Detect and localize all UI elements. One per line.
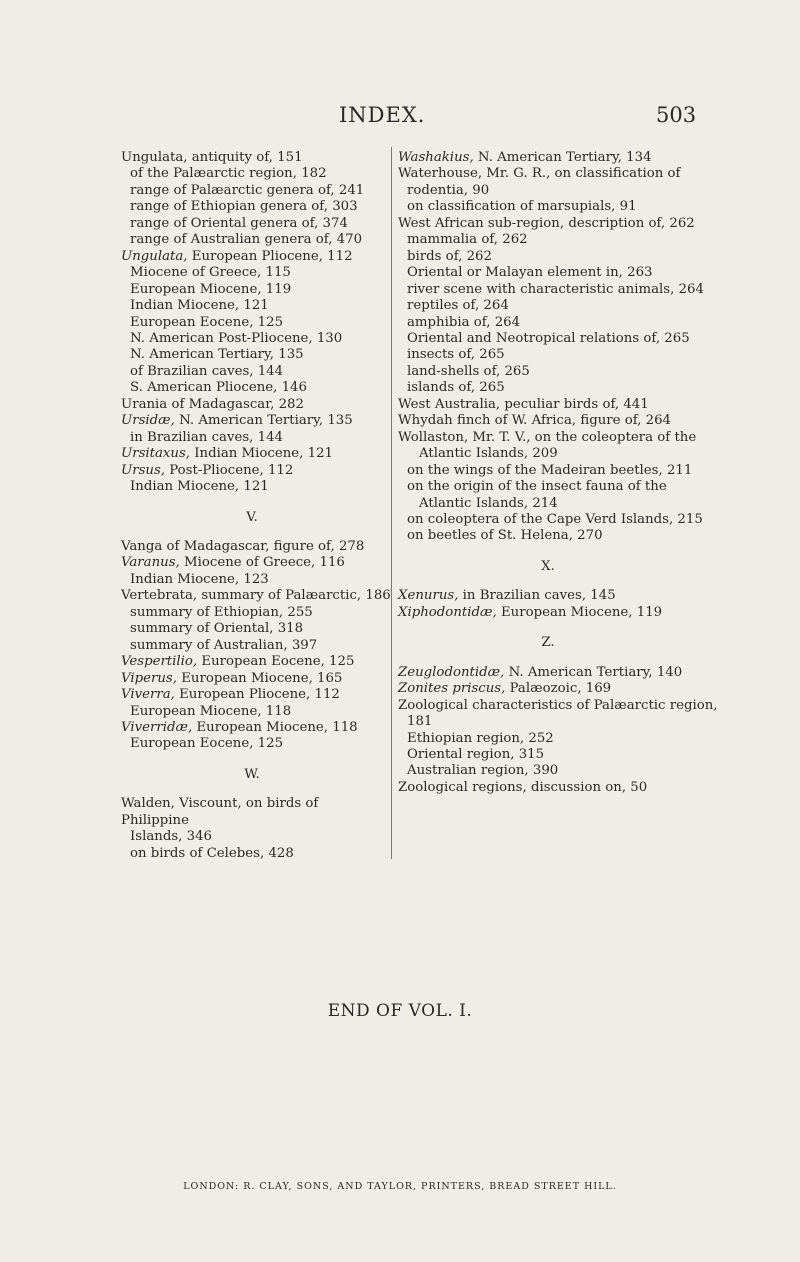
index-entry-text: range of Oriental genera of, 374: [130, 215, 348, 231]
index-entry-text: Oriental and Neotropical relations of, 265: [407, 330, 690, 346]
index-entry-term: Ursidæ,: [121, 413, 175, 429]
index-entry: [398, 397, 698, 413]
index-entry-text: Whydah finch of W. Africa, figure of, 264: [398, 413, 672, 429]
index-entry: [398, 747, 698, 763]
index-entry-text: Zoological characteristics of Palæarctic region,: [398, 697, 718, 713]
index-entry: [398, 714, 698, 730]
index-entry-term: Viverridæ,: [121, 719, 193, 735]
index-entry-text: Palæozoic, 169: [505, 681, 612, 697]
index-entry: [398, 780, 698, 796]
index-entry-text: on coleoptera of the Cape Verd Islands, 215: [407, 511, 703, 527]
index-entry-text: 181: [407, 714, 433, 730]
index-entry: [121, 315, 383, 331]
index-entry-text: on the origin of the insect fauna of the: [407, 479, 667, 495]
index-entry: [398, 665, 698, 681]
index-entry: [398, 166, 698, 182]
index-entry: [121, 479, 383, 495]
index-entry-term: Viverra,: [121, 687, 175, 703]
section-letter: V.: [246, 509, 258, 525]
index-entry-text: N. American Tertiary, 135: [174, 413, 353, 429]
index-entry: [121, 829, 383, 845]
index-entry: [398, 298, 698, 314]
index-entry-text: summary of Ethiopian, 255: [130, 604, 313, 620]
index-entry: [121, 430, 383, 446]
index-entry: [398, 413, 698, 429]
index-entry-text: Vertebrata, summary of Palæarctic, 186: [121, 588, 391, 604]
index-entry: [398, 496, 698, 512]
index-entry-text: N. American Tertiary, 135: [130, 347, 304, 363]
index-entry: [121, 282, 383, 298]
index-entry-text: range of Palæarctic genera of, 241: [130, 182, 365, 198]
index-entry: [121, 638, 383, 654]
index-entry: [121, 380, 383, 396]
index-entry-text: Indian Miocene, 121: [130, 298, 269, 314]
index-entry-text: West African sub-region, description of, 262: [398, 215, 695, 231]
index-entry-text: insects of, 265: [407, 347, 505, 363]
index-entry-text: of Brazilian caves, 144: [130, 363, 284, 379]
index-entry: [121, 572, 383, 588]
index-entry: [121, 413, 383, 429]
index-entry-text: on the wings of the Madeiran beetles, 211: [407, 462, 693, 478]
index-entry: [121, 298, 383, 314]
index-entry-text: N. American Tertiary, 140: [504, 664, 683, 680]
index-entry-text: in Brazilian caves, 145: [458, 588, 616, 604]
index-entry-term: Vespertilio,: [121, 654, 198, 670]
index-entry: [121, 183, 383, 199]
index-entry: [398, 681, 698, 697]
index-entry: [398, 511, 703, 528]
index-entry: [121, 736, 383, 752]
index-entry-text: Waterhouse, Mr. G. R., on classification of: [398, 166, 681, 182]
index-entry-text: S. American Pliocene, 146: [130, 380, 307, 396]
index-entry-text: European Eocene, 125: [197, 654, 355, 670]
index-entry: [121, 621, 383, 637]
index-entry-term: Zeuglodontidæ,: [398, 664, 505, 680]
index-entry-text: islands of, 265: [407, 380, 505, 396]
index-entry: [121, 446, 383, 462]
index-entry-text: Indian Miocene, 121: [190, 446, 334, 462]
index-entry-text: European Miocene, 119: [496, 604, 663, 620]
index-entry-term: Viperus,: [121, 670, 177, 686]
index-entry-text: Urania of Madagascar, 282: [121, 396, 304, 412]
index-entry-text: European Eocene, 125: [130, 314, 284, 330]
index-entry: [398, 199, 698, 215]
index-entry: [398, 315, 698, 331]
index-entry: [398, 588, 698, 604]
index-entry-term: Ungulata,: [121, 150, 188, 165]
section-letter: Z.: [541, 635, 555, 651]
index-entry-text: Indian Miocene, 123: [130, 571, 269, 587]
index-entry-text: N. American Post-Pliocene, 130: [130, 330, 343, 346]
index-entry: [398, 347, 698, 363]
index-entry-term: Zonites priscus,: [398, 681, 506, 697]
index-entry: [121, 654, 383, 670]
end-of-volume-text: END OF VOL. I.: [327, 1001, 473, 1021]
index-entry: [121, 796, 383, 829]
index-entry-term: Washakius,: [398, 150, 474, 165]
index-entry-text: on birds of Celebes, 428: [130, 845, 294, 861]
index-entry-text: European Miocene, 165: [176, 670, 343, 686]
index-entry: [121, 265, 383, 281]
index-entry: [398, 249, 698, 265]
index-column-right: [398, 150, 718, 796]
index-entry-text: Vanga of Madagascar, figure of, 278: [121, 538, 365, 554]
index-entry-text: Indian Miocene, 121: [130, 479, 269, 495]
index-entry: [121, 720, 383, 736]
section-letter: W.: [244, 766, 260, 782]
index-entry: [398, 265, 698, 281]
index-entry: [121, 166, 383, 182]
index-entry-text: European Pliocene, 112: [187, 248, 353, 264]
index-entry-text: Oriental region, 315: [407, 746, 545, 762]
index-entry: [398, 331, 698, 347]
index-entry: [398, 430, 698, 446]
index-entry: [121, 150, 383, 166]
index-entry: [398, 281, 704, 298]
index-entry-text: Atlantic Islands, 214: [419, 495, 558, 511]
column-divider: [391, 147, 392, 859]
index-entry-text: European Eocene, 125: [130, 736, 284, 752]
index-entry-text: antiquity of, 151: [187, 150, 303, 165]
index-entry: [121, 463, 383, 479]
index-entry-text: European Pliocene, 112: [174, 687, 340, 703]
index-entry: [121, 199, 383, 215]
index-entry: [121, 216, 383, 232]
printer-imprint: LONDON: R. CLAY, SONS, AND TAYLOR, PRINTERS, BREAD STREET HILL.: [183, 1181, 617, 1192]
index-entry-text: of the Palæarctic region, 182: [130, 166, 327, 182]
index-entry: [121, 539, 383, 555]
index-entry-text: reptiles of, 264: [407, 298, 509, 314]
index-entry-text: Miocene of Greece, 116: [179, 555, 345, 571]
index-entry-text: in Brazilian caves, 144: [130, 429, 283, 445]
index-entry-text: Oriental or Malayan element in, 263: [407, 265, 653, 281]
index-entry: [398, 380, 698, 396]
index-entry-text: N. American Tertiary, 134: [473, 150, 652, 165]
index-entry: [121, 232, 383, 248]
index-entry-term: Ungulata,: [121, 248, 188, 264]
section-letter: X.: [541, 558, 555, 574]
index-entry-term: Ursitaxus,: [121, 446, 191, 462]
index-entry-term: Xiphodontidæ,: [398, 604, 497, 620]
index-entry: [121, 588, 391, 604]
index-entry-text: European Miocene, 118: [192, 719, 358, 735]
index-entry-text: West Australia, peculiar birds of, 441: [398, 396, 649, 412]
index-entry-text: amphibia of, 264: [407, 314, 521, 330]
index-entry: [398, 364, 698, 380]
index-entry: [398, 463, 698, 479]
index-entry: [398, 697, 718, 714]
index-entry: [121, 605, 383, 621]
index-entry: [121, 364, 383, 380]
index-entry-text: Wollaston, Mr. T. V., on the coleoptera of the: [398, 429, 697, 445]
index-entry-text: Zoological regions, discussion on, 50: [398, 779, 648, 795]
index-entry-text: Atlantic Islands, 209: [419, 446, 558, 462]
index-entry: [398, 479, 698, 495]
index-entry-term: Ursus,: [121, 462, 166, 478]
index-entry: [398, 446, 698, 462]
index-entry: [121, 397, 383, 413]
running-header-title: INDEX.: [339, 103, 426, 127]
index-entry-text: Miocene of Greece, 115: [130, 265, 291, 281]
index-entry-text: summary of Australian, 397: [130, 637, 318, 653]
index-entry-text: birds of, 262: [407, 248, 492, 264]
index-entry-text: Post-Pliocene, 112: [165, 462, 294, 478]
index-entry: [398, 763, 698, 779]
index-entry: [398, 528, 698, 544]
index-entry: [398, 150, 698, 166]
index-entry-text: Islands, 346: [130, 829, 212, 845]
index-entry: [121, 555, 383, 571]
index-column-left: [121, 150, 391, 862]
index-entry-text: on classification of marsupials, 91: [407, 199, 637, 215]
index-entry: [121, 249, 383, 265]
index-entry-text: European Miocene, 119: [130, 281, 292, 297]
index-entry-text: river scene with characteristic animals, 264: [407, 281, 704, 297]
index-entry: [121, 347, 383, 363]
index-entry: [121, 704, 383, 720]
index-entry: [121, 687, 383, 703]
index-entry: [121, 331, 383, 347]
page-number: 503: [656, 103, 697, 127]
index-entry: [398, 232, 698, 248]
index-entry: [398, 183, 698, 199]
index-entry-text: mammalia of, 262: [407, 232, 528, 248]
index-entry-term: Xenurus,: [398, 588, 459, 604]
index-entry: [121, 671, 383, 687]
index-entry: [398, 216, 698, 232]
index-entry: [398, 731, 698, 747]
index-entry-text: Walden, Viscount, on birds of Philippine: [121, 796, 319, 828]
index-entry-text: on beetles of St. Helena, 270: [407, 528, 603, 544]
index-entry-text: land-shells of, 265: [407, 363, 530, 379]
index-entry-text: Ethiopian region, 252: [407, 730, 554, 746]
index-entry: [121, 846, 383, 862]
index-entry-text: range of Australian genera of, 470: [130, 232, 363, 248]
index-entry-text: rodentia, 90: [407, 182, 490, 198]
index-entry-text: range of Ethiopian genera of, 303: [130, 199, 358, 215]
index-entry-term: Varanus,: [121, 555, 180, 571]
index-entry-text: European Miocene, 118: [130, 703, 292, 719]
index-entry: [398, 605, 698, 621]
index-entry-text: summary of Oriental, 318: [130, 621, 304, 637]
index-entry-text: Australian region, 390: [407, 763, 559, 779]
